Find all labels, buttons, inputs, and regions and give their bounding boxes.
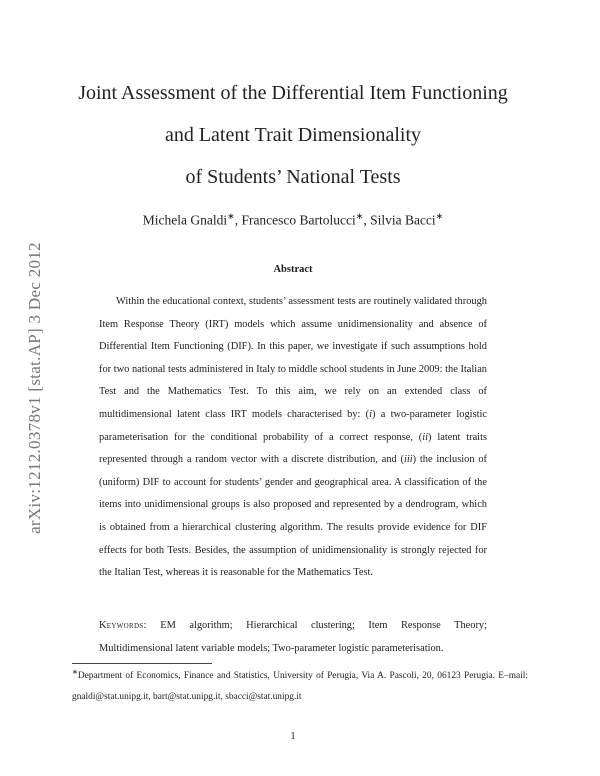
abstract-segment: ) a two-parameter logistic parameterisation for the conditional probability of a correct response, (: [99, 408, 488, 443]
author-name: Michela Gnaldi: [142, 212, 228, 228]
author-name: Silvia Bacci: [370, 212, 436, 228]
enumeration-label: iii: [403, 454, 413, 466]
keywords: [99, 615, 487, 660]
keywords-label: Keywords:: [99, 620, 147, 631]
enumeration-label: i: [369, 408, 373, 420]
author-separator: ,: [363, 212, 371, 228]
author-separator: ,: [234, 212, 242, 228]
author-list: [60, 211, 526, 229]
abstract-heading: Abstract: [273, 264, 313, 275]
author-footnote-mark: ∗: [435, 211, 444, 221]
title-line: and Latent Trait Dimensionality: [164, 124, 422, 146]
page-number: 1: [290, 731, 296, 742]
abstract-segment: ) latent traits represented through a random vector with a discrete distribution, and (: [99, 431, 487, 466]
footnote-text: Department of Economics, Finance and Statistics, University of Perugia, Via A. Pascoli, 20, 06123 Perugia. E–mail: gnaldi@stat.unipg.it, bart@stat.unipg.it, sbacci@stat.unipg.it: [72, 671, 528, 703]
abstract-segment: Within the educational context, students’ assessment tests are routinely validated through Item Response Theory (IRT) models which assume unidimensionality and absence of Differential Item Functioning (DIF). In this paper, we investigate if such assumptions hold for two national tests administered in Italy to middle school students in June 2009: the Italian Test and the Mathematics Test. To this aim, we rely on an extended class of multidimensional latent class IRT models characterised by: (: [99, 296, 487, 420]
affiliation-footnote: [72, 662, 528, 708]
abstract-segment: ) the inclusion of (uniform) DIF to account for students’ gender and geographical area. A classification of the items into unidimensional groups is also proposed and represented by a dendrogram, which is obtained from a hierarchical clustering algorithm. The results provide evidence for DIF effects for both Tests. Besides, the assumption of unidimensionality is strongly rejected for the Italian Test, whereas it is reasonable for the Mathematics Test.: [99, 454, 487, 579]
abstract-text: [99, 291, 487, 585]
enumeration-label: ii: [422, 431, 429, 443]
paper-title: [60, 72, 526, 198]
keywords-text: EM algorithm; Hierarchical clustering; Item Response Theory; Multidimensional latent variable models; Two-parameter logistic parameterisation.: [99, 620, 487, 654]
title-line: Joint Assessment of the Differential Item Functioning: [78, 82, 508, 104]
author-footnote-mark: ∗: [227, 211, 235, 221]
title-line: of Students’ National Tests: [185, 166, 401, 188]
arxiv-identifier: arXiv:1212.0378v1 [stat.AP] 3 Dec 2012: [25, 242, 44, 534]
author-footnote-mark: ∗: [355, 211, 364, 221]
footnote-mark: ∗: [72, 668, 78, 676]
author-name: Francesco Bartolucci: [241, 212, 356, 228]
